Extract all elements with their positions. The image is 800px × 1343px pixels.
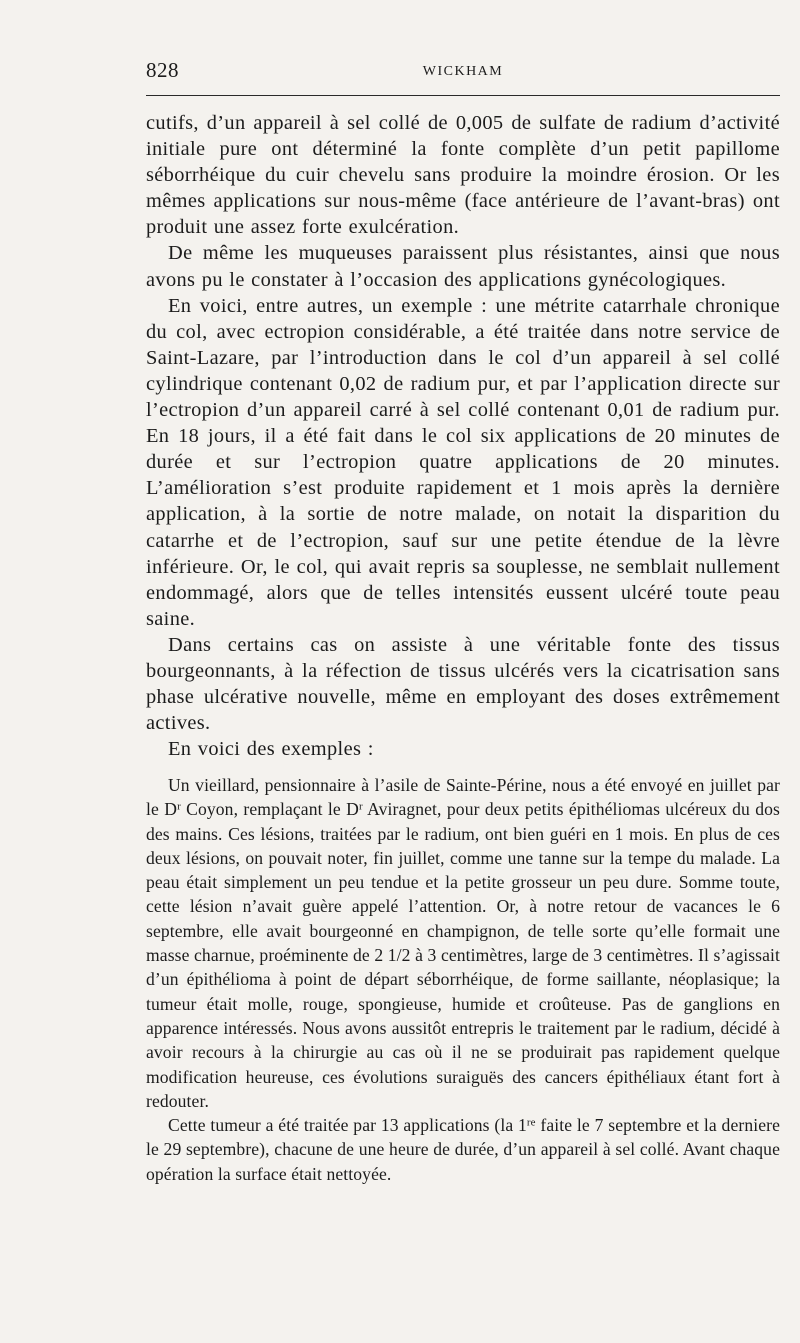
page-header: [146, 58, 780, 88]
paragraph: Dans certains cas on assiste à une véritable fonte des tissus bourgeonnants, à la réfection de tissus ulcérés vers la cicatrisation sans phase ulcérative nouvelle, même en employant des doses extrêmement actives.: [146, 633, 780, 735]
paragraph: De même les muqueuses paraissent plus résistantes, ainsi que nous avons pu le constater à l’occasion des applications gynécologiques.: [146, 242, 780, 291]
paragraph: En voici, entre autres, un exemple : une métrite catarrhale chronique du col, avec ectropion considérable, a été traitée dans notre service de Saint-Lazare, par l’introduction dans le col d’un appareil à sel collé cylindrique contenant 0,02 de radium pur, et par l’application directe sur l’ectropion d’un appareil carré à sel collé contenant 0,01 de radium pur. En 18 jours, il a été fait dans le col six applications de 20 minutes de durée et sur l’ectropion quatre applications de 20 minutes. L’amélioration s’est produite rapidement et 1 mois après la dernière application, à la sortie de notre malade, on notait la disparition du catarrhe et de l’ectropion, sauf sur une petite étendue de la lèvre inférieure. Or, le col, qui avait repris sa souplesse, ne semblait nullement endommagé, alors que de telles intensités eussent ulcéré toute peau saine.: [146, 294, 780, 630]
superscript: re: [526, 1116, 536, 1129]
paragraph: cutifs, d’un appareil à sel collé de 0,005 de sulfate de radium d’activité initiale pure ont déterminé la fonte complète d’un petit papillome séborrhéique du cuir chevelu sans produire la moindre érosion. Or les mêmes applications sur nous-même (face antérieure de l’avant-bras) ont produit une assez forte exulcération.: [146, 112, 780, 239]
text-run: Coyon, remplaçant le D: [180, 799, 359, 820]
case-report: [146, 773, 780, 1186]
case-paragraph: [146, 1113, 780, 1186]
text-run: Un vieillard, pensionnaire à l’asile de Sainte-Périne, nous a été envoyé en juillet par le D: [146, 775, 780, 820]
page-number: 828: [146, 58, 179, 82]
main-text: [146, 110, 780, 762]
text-run: Cette tumeur a été traitée par 13 applications (la 1: [168, 1115, 527, 1136]
superscript: r: [177, 800, 181, 813]
running-head: WICKHAM: [422, 64, 504, 79]
superscript: r: [358, 800, 363, 813]
paragraph: En voici des exemples :: [168, 738, 374, 761]
text-run: Aviragnet, pour deux petits épithéliomas ulcéreux du dos des mains. Ces lésions, traitées par le radium, ont bien guéri en 1 mois. En plus de ces deux lésions, on pouvait noter, fin juillet, comme une tanne sur la tempe du malade. La peau était simplement un peu tendue et la petite grosseur un peu dure. Somme toute, cette lésion n’avait guère appelé l’attention. Or, à notre retour de vacances le 6 septembre, elle avait bourgeonné en champignon, de telle sorte qu’elle formait une masse charnue, proéminente de 2 1/2 à 3 centimètres, large de 3 centimètres. Il s’agissait d’un épithélioma à point de départ séborrhéique, de forme saillante, néoplasique; la tumeur était molle, rouge, spongieuse, humide et croûteuse. Pas de ganglions en apparence intéressés. Nous avons aussitôt entrepris le traitement par le radium, décidé à avoir recours à la chirurgie au cas où il ne se produirait pas rapidement quelque modification heureuse, ces évolutions suraiguës des cancers épithéliaux étant fort à redouter.: [146, 799, 780, 1111]
text-run: faite le 7 septembre et la derniere le 29 septembre), chacune de une heure de durée, d’un appareil à sel collé. Avant chaque opération la surface était nettoyée.: [146, 1115, 780, 1184]
case-paragraph: [146, 773, 780, 1113]
header-rule: [146, 95, 780, 96]
